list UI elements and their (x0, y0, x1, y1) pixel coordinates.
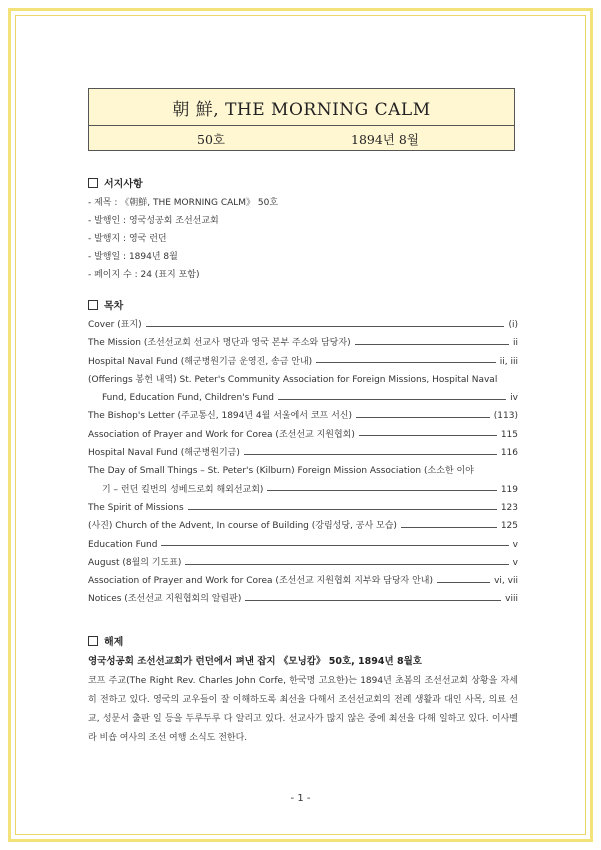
toc-entry-title: August (8월의 기도표) (88, 557, 182, 568)
article-body: 코프 주교(The Right Rev. Charles John Corfe, 한국명 고요한)는 1894년 초봄의 조선선교회 상황을 자세히 전하고 있다. 영국의 교우들이 잘 이해하도록 최선을 다해서 조선선교회의 전례 생활과 대인 사목, 의료 선교, 성문서 출판 일 등을 두루두루 다 알리고 있다. 선교사가 많지 않은 중에 최선을 다해 일하고 있다. 이사벨라 비숍 여사의 조선 여행 소식도 전한다. (88, 676, 518, 743)
toc-leader-line (245, 600, 501, 601)
toc-entry (88, 536, 518, 554)
issue-number: 50호 (197, 131, 225, 147)
toc-entry-title: Association of Prayer and Work for Corea (조선선교 지원협회 지부와 담당자 안내) (88, 576, 434, 587)
toc-entry (88, 517, 518, 535)
bib-line: - 제목 : 《朝鮮, THE MORNING CALM》 50호 (88, 198, 279, 208)
toc-entry-page: ii, iii (499, 356, 518, 367)
toc-leader-line (244, 454, 497, 455)
toc-entry-title: The Spirit of Missions (88, 502, 184, 513)
toc-entry-title: (사진) Church of the Advent, In course of Building (강림성당, 공사 모습) (88, 521, 397, 532)
toc-entry-title: Cover (표지) (88, 320, 142, 330)
bib-line: - 발행일 : 1894년 8월 (88, 252, 178, 262)
toc-entry-title: Association of Prayer and Work for Corea (조선선교 지원협회) (88, 429, 355, 440)
toc-section (88, 298, 518, 609)
article-title: 영국성공회 조선선교회가 런던에서 펴낸 잡지 《모닝캄》 50호, 1894년 8월호 (88, 656, 422, 667)
bibliography-section (88, 176, 518, 284)
toc-entry (88, 572, 518, 590)
toc-entry-page: vi, vii (494, 576, 518, 587)
toc-leader-line (401, 527, 497, 528)
toc-entry-page: 115 (500, 429, 518, 440)
toc-entry-title: (Offerings 봉헌 내역) St. Peter's Community Association for Foreign Missions, Hospital Naval (88, 374, 498, 385)
toc-entry-page: v (512, 539, 518, 550)
toc-entry (88, 481, 518, 499)
toc-entry-page: 119 (500, 484, 518, 495)
toc-leader-line (161, 545, 508, 546)
document-title: 朝 鮮, THE MORNING CALM (89, 89, 514, 126)
toc-entry (88, 426, 518, 444)
toc-list (88, 316, 518, 609)
toc-leader-line (278, 399, 506, 400)
toc-leader-line (267, 490, 496, 491)
toc-entry-title: The Bishop's Letter (주교통신, 1894년 4월 서울에서 코프 서신) (88, 411, 352, 422)
toc-entry-title: 기 – 런던 킬번의 성베드로회 해외선교회) (102, 484, 264, 495)
checkbox-square-icon (88, 178, 98, 188)
toc-leader-line (355, 344, 509, 345)
toc-entry-title: Notices (조선선교 지원협회의 알림판) (88, 594, 242, 605)
toc-entry (88, 316, 518, 334)
toc-entry (88, 590, 518, 608)
toc-entry-title: Fund, Education Fund, Children's Fund (102, 393, 274, 404)
toc-entry-title: Hospital Naval Fund (해군병원기금 운영진, 송금 안내) (88, 356, 313, 367)
toc-entry-page: viii (505, 594, 518, 605)
toc-entry-title: The Day of Small Things – St. Peter's (Kilburn) Foreign Mission Association (소소한 이야 (88, 466, 474, 477)
toc-entry-page: 123 (500, 502, 518, 513)
toc-leader-line (437, 582, 490, 583)
checkbox-square-icon (88, 300, 98, 310)
toc-entry-title: Education Fund (88, 539, 158, 550)
issue-row (89, 126, 514, 151)
toc-entry (88, 407, 518, 425)
toc-entry (88, 353, 518, 371)
toc-entry (88, 371, 518, 389)
toc-entry-page: 116 (500, 448, 518, 459)
bib-line: - 페이지 수 : 24 (표지 포함) (88, 270, 200, 280)
toc-entry-page: 125 (500, 521, 518, 532)
toc-entry (88, 444, 518, 462)
bib-line: - 발행인 : 영국성공회 조선선교회 (88, 216, 219, 226)
toc-leader-line (185, 564, 508, 565)
issue-date: 1894년 8월 (351, 131, 419, 147)
toc-leader-line (359, 435, 497, 436)
toc-entry (88, 554, 518, 572)
toc-entry (88, 462, 518, 480)
toc-leader-line (146, 326, 505, 327)
toc-entry-page: ii (512, 338, 518, 349)
toc-entry (88, 389, 518, 407)
toc-leader-line (316, 362, 496, 363)
bibliography-heading: 서지사항 (88, 176, 518, 194)
toc-leader-line (188, 509, 497, 510)
toc-entry-page: (i) (508, 320, 518, 330)
toc-entry-title: Hospital Naval Fund (해군병원기금) (88, 448, 240, 459)
toc-entry-page: v (512, 557, 518, 568)
toc-entry (88, 499, 518, 517)
checkbox-square-icon (88, 636, 98, 646)
commentary-heading: 해제 (88, 634, 518, 652)
toc-entry-page: iv (510, 393, 518, 404)
bib-line: - 발행지 : 영국 런던 (88, 234, 167, 244)
toc-entry-page: (113) (493, 411, 518, 422)
commentary-section (88, 634, 518, 748)
title-box (88, 88, 515, 151)
toc-entry (88, 334, 518, 352)
page-number: - 1 - (290, 793, 311, 804)
toc-heading: 목차 (88, 298, 518, 316)
toc-leader-line (356, 417, 490, 418)
toc-entry-title: The Mission (조선선교회 선교사 명단과 영국 본부 주소와 담당자) (88, 338, 351, 349)
